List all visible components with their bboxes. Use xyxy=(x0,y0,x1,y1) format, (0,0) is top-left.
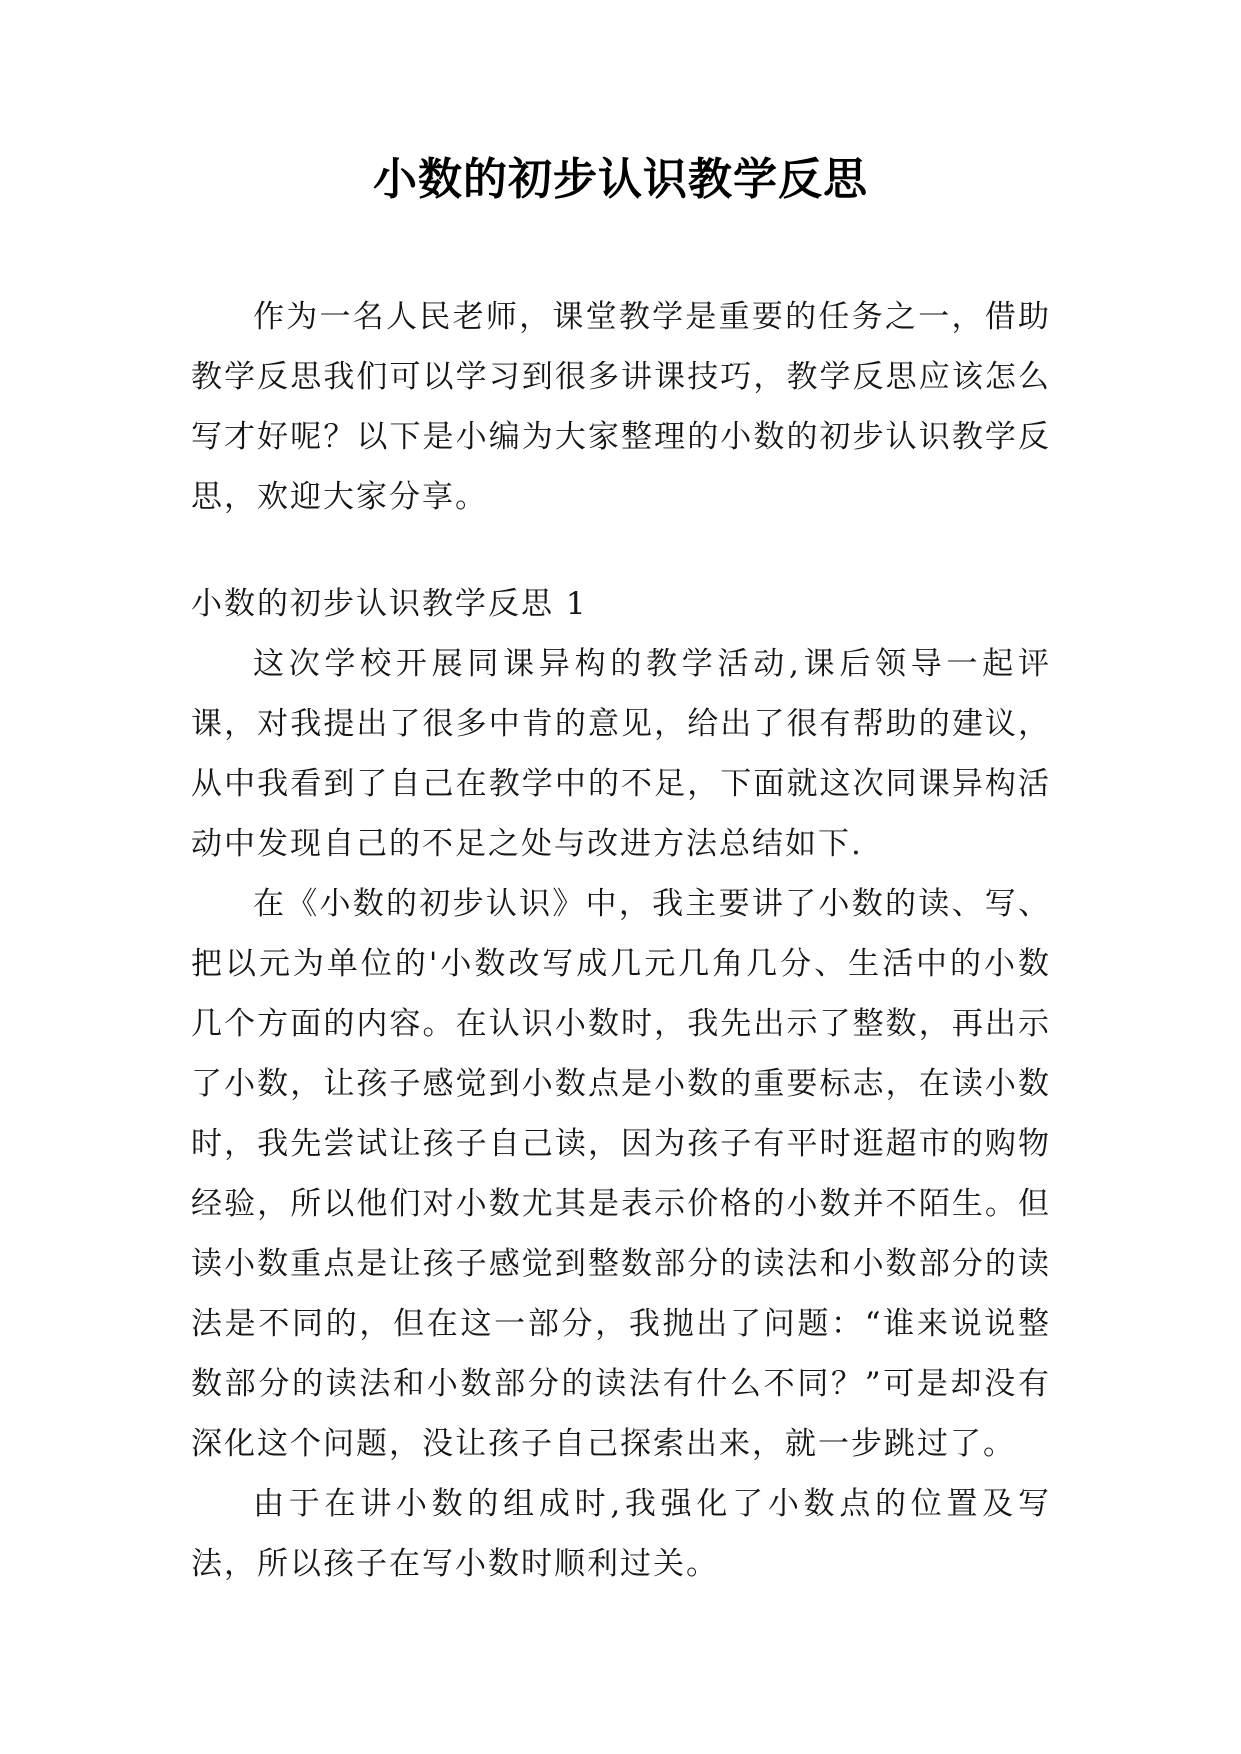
intro-section xyxy=(191,287,1051,527)
section-body xyxy=(191,634,1051,1594)
intro-paragraph: 作为一名人民老师，课堂教学是重要的任务之一，借助教学反思我们可以学习到很多讲课技巧，教学反思应该怎么写才好呢？以下是小编为大家整理的小数的初步认识教学反思，欢迎大家分享。 xyxy=(191,299,1051,515)
body-paragraph-1: 这次学校开展同课异构的教学活动,课后领导一起评课，对我提出了很多中肯的意见，给出了很有帮助的建议，从中我看到了自己在教学中的不足，下面就这次同课异构活动中发现自己的不足之处与改进方法总结如下. xyxy=(191,646,1051,862)
section-heading: 小数的初步认识教学反思 1 xyxy=(191,586,588,622)
body-paragraph-3: 由于在讲小数的组成时,我强化了小数点的位置及写法，所以孩子在写小数时顺利过关。 xyxy=(191,1486,1051,1582)
body-paragraph-2: 在《小数的初步认识》中，我主要讲了小数的读、写、把以元为单位的'小数改写成几元几角几分、生活中的小数几个方面的内容。在认识小数时，我先出示了整数，再出示了小数，让孩子感觉到小数点是小数的重要标志，在读小数时，我先尝试让孩子自己读，因为孩子有平时逛超市的购物经验，所以他们对小数尤其是表示价格的小数并不陌生。但读小数重点是让孩子感觉到整数部分的读法和小数部分的读法是不同的，但在这一部分，我抛出了问题：“谁来说说整数部分的读法和小数部分的读法有什么不同？”可是却没有深化这个问题，没让孩子自己探索出来，就一步跳过了。 xyxy=(191,886,1051,1462)
document-title: 小数的初步认识教学反思 xyxy=(373,154,868,205)
